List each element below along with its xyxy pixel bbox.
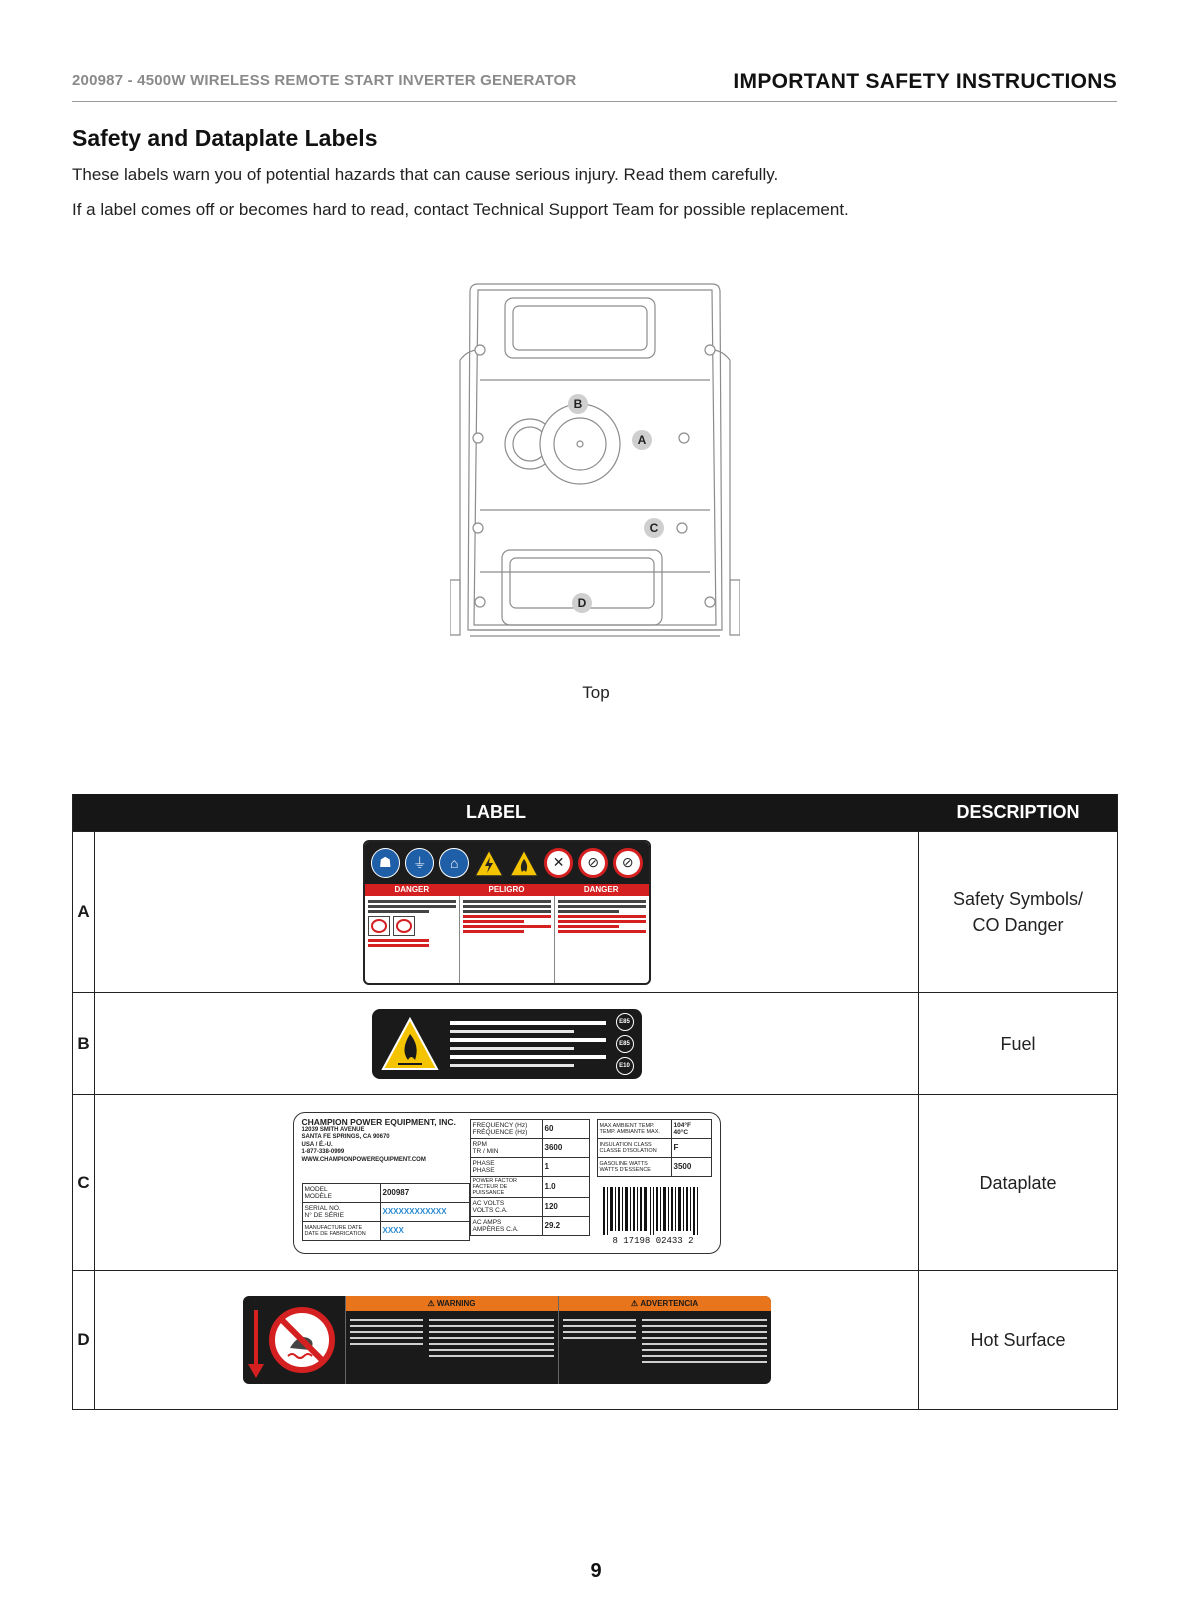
- model-table: MODEL MODÈLE 200987 SERIAL NO. N° DE SÉRIE XXXXXXXXXXXX MANUFACTURE DATE DATE DE FABRICATION XXXX: [302, 1183, 470, 1241]
- danger-headings: [365, 884, 649, 896]
- advertencia-heading: ⚠ ADVERTENCIA: [559, 1296, 771, 1311]
- hot-surface-pictogram: [243, 1296, 345, 1384]
- table-row: [73, 1094, 1117, 1270]
- marker-c: C: [649, 521, 659, 535]
- ground-icon: ⏚: [405, 848, 434, 878]
- no-flame-icon: ✕: [544, 848, 574, 878]
- address-line: SANTA FE SPRINGS, CA 90670: [301, 1134, 390, 1140]
- header-description: DESCRIPTION: [956, 802, 1080, 822]
- specs-table-2: MAX AMBIENT TEMP. TEMP. AMBIANTE MAX. 104°F 40°C INSULATION CLASS CLASSE D'ISOLATION F GASOLINE WATTS WATTS D'ESSENCE 3500: [597, 1119, 712, 1177]
- table-row: [73, 1270, 1117, 1409]
- danger-heading-en: DANGER: [394, 884, 430, 894]
- specs-table: FREQUENCY (Hz) FRÉQUENCE (Hz) 60 RPM TR / MIN 3600 PHASE PHASE 1 POWER FACTOR FACTEUR DE PUISSANCE 1.0 AC VOLTS VOLTS C.A. 120 AC AMPS AMPÈRES C.A. 29.2: [470, 1119, 590, 1236]
- fire-hazard-icon: [509, 848, 539, 878]
- row-id: A: [73, 832, 95, 992]
- marker-d: D: [577, 596, 587, 610]
- outdoor-use-icon: ⌂: [439, 848, 468, 878]
- danger-heading-fr: DANGER: [583, 884, 619, 894]
- company-info: [302, 1117, 467, 1165]
- dataplate-label: [293, 1112, 721, 1254]
- danger-body: [365, 896, 649, 983]
- labels-table: [72, 794, 1118, 1410]
- marker-b: B: [573, 397, 583, 411]
- no-smoking-icon: ⊘: [578, 848, 608, 878]
- row-id: C: [73, 1095, 95, 1270]
- section-header: IMPORTANT SAFETY INSTRUCTIONS: [733, 70, 1117, 93]
- table-row: [73, 992, 1117, 1094]
- address-line: 1-877-338-0999: [301, 1149, 345, 1155]
- ethanol-badges: [616, 1013, 634, 1075]
- fuel-text-block: [450, 1016, 606, 1072]
- row-description: Fuel: [1000, 1033, 1036, 1054]
- intro-paragraph-2: If a label comes off or becomes hard to read, contact Technical Support Team for possible replacement.: [72, 200, 849, 219]
- label-image-cell: [95, 993, 919, 1094]
- company-name: CHAMPION POWER EQUIPMENT, INC.: [301, 1116, 456, 1127]
- hot-surface-label: [243, 1296, 771, 1384]
- header-divider: [72, 101, 1117, 102]
- flammable-warning-icon: [380, 1016, 440, 1072]
- no-touch-hot-surface-icon: [246, 1298, 342, 1382]
- row-description: Safety Symbols/ CO Danger: [952, 889, 1084, 935]
- header-label: LABEL: [466, 802, 526, 822]
- section-title: Safety and Dataplate Labels: [72, 125, 378, 151]
- row-description: Hot Surface: [970, 1330, 1066, 1350]
- danger-heading-es: PELIGRO: [488, 884, 525, 894]
- marker-a: A: [637, 433, 647, 447]
- intro-paragraph-1: These labels warn you of potential hazards that can cause serious injury. Read them carefully.: [72, 165, 779, 184]
- barcode-icon: [597, 1185, 709, 1245]
- page-number: 9: [590, 1560, 602, 1582]
- warning-panel-es: [558, 1296, 771, 1384]
- figure-caption: Top: [582, 683, 610, 702]
- address-line: WWW.CHAMPIONPOWEREQUIPMENT.COM: [301, 1156, 426, 1163]
- safety-symbols-strip: [365, 842, 649, 884]
- warning-heading: ⚠ WARNING: [346, 1296, 558, 1311]
- table-row: [73, 831, 1117, 992]
- e10-badge: E10: [616, 1057, 634, 1075]
- e85-badge-2: E85: [616, 1035, 634, 1053]
- read-manual-icon: ☗: [371, 848, 400, 878]
- label-image-cell: [95, 832, 919, 992]
- document-title: 200987 - 4500W WIRELESS REMOTE START INVERTER GENERATOR: [72, 72, 577, 89]
- row-description: Dataplate: [979, 1172, 1057, 1193]
- e85-badge: E85: [616, 1013, 634, 1031]
- table-header: [73, 794, 1117, 831]
- label-image-cell: [95, 1095, 919, 1270]
- warning-panel-en: [345, 1296, 558, 1384]
- co-danger-label: [363, 840, 651, 985]
- electric-shock-icon: [474, 848, 504, 878]
- no-refuel-running-icon: ⊘: [613, 848, 643, 878]
- generator-top-view: [450, 280, 740, 660]
- address-line: 12039 SMITH AVENUE: [301, 1126, 365, 1133]
- barcode-digits: 8 17198 02433 2: [611, 1235, 694, 1245]
- row-id: D: [73, 1271, 95, 1409]
- fuel-label: [372, 1009, 642, 1079]
- row-id: B: [73, 993, 95, 1094]
- label-image-cell: [95, 1271, 919, 1409]
- address-line: USA / É.-U.: [301, 1141, 333, 1148]
